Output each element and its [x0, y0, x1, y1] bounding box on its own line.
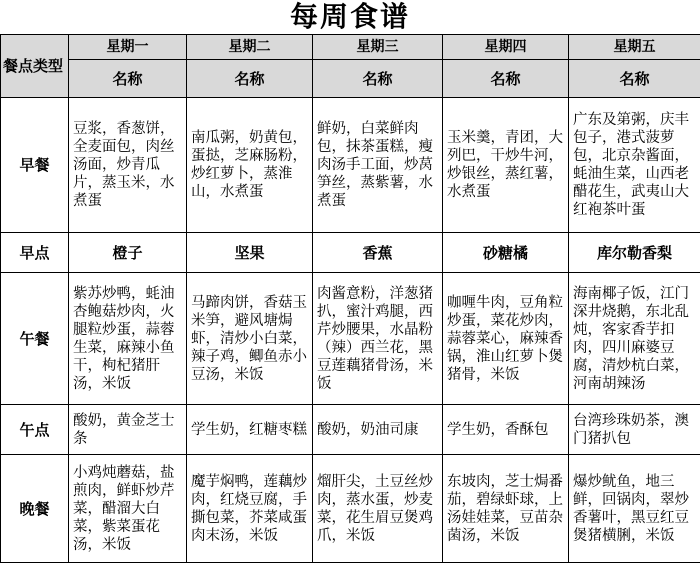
menu-cell: 紫苏炒鸭，蚝油杏鲍菇炒肉，火腿粒炒蛋，蒜蓉生菜，麻辣小鱼干，枸杞猪肝汤，米饭 — [69, 273, 187, 405]
menu-cell: 海南椰子饭，江门深井烧鹅，东北乱炖，客家香芋扣肉，四川麻婆豆腐，清炒杭白菜，河南胡辣汤 — [569, 273, 700, 405]
table-row-lunch — [1, 273, 700, 405]
menu-cell: 马蹄肉饼，香菇玉米笋，避风塘焗虾，清炒小白菜，辣子鸡，鲫鱼赤小豆汤，米饭 — [187, 273, 313, 405]
meal-type-label: 午餐 — [1, 273, 69, 405]
menu-cell: 库尔勒香梨 — [569, 233, 700, 273]
name-header: 名称 — [69, 60, 187, 98]
name-header: 名称 — [313, 60, 443, 98]
meal-type-header: 餐点类型 — [1, 35, 69, 98]
menu-cell: 酸奶，奶油司康 — [313, 405, 443, 455]
name-header: 名称 — [187, 60, 313, 98]
meal-type-label: 早餐 — [1, 98, 69, 233]
menu-cell: 东坡肉，芝士焗番茄，碧绿虾球，上汤娃娃菜，豆苗杂菌汤，米饭 — [443, 455, 569, 563]
menu-cell: 砂糖橘 — [443, 233, 569, 273]
day-header-tue: 星期二 — [187, 35, 313, 60]
weekday-header-row — [1, 35, 700, 60]
table-row-dinner — [1, 455, 700, 563]
menu-cell: 学生奶，香酥包 — [443, 405, 569, 455]
menu-cell: 豆浆，香葱饼，全麦面包，肉丝汤面，炒青瓜片，蒸玉米，水煮蛋 — [69, 98, 187, 233]
menu-cell: 台湾珍珠奶茶，澳门猪扒包 — [569, 405, 700, 455]
day-header-wed: 星期三 — [313, 35, 443, 60]
menu-cell: 爆炒鱿鱼，地三鲜，回锅肉，翠炒香薯叶，黑豆红豆煲猪横脷，米饭 — [569, 455, 700, 563]
menu-cell: 小鸡炖蘑菇，盐煎肉，鲜虾炒芹菜，醋溜大白菜，紫菜蛋花汤，米饭 — [69, 455, 187, 563]
day-header-thu: 星期四 — [443, 35, 569, 60]
menu-cell: 橙子 — [69, 233, 187, 273]
name-header: 名称 — [569, 60, 700, 98]
menu-cell: 香蕉 — [313, 233, 443, 273]
menu-cell: 酸奶，黄金芝士条 — [69, 405, 187, 455]
menu-cell: 鲜奶，白菜鲜肉包，抹茶蛋糕，瘦肉汤手工面，炒莴笋丝，蒸紫薯，水煮蛋 — [313, 98, 443, 233]
menu-cell: 咖喱牛肉，豆角粒炒蛋，菜花炒肉，蒜蓉菜心，麻辣香锅，淮山红萝卜煲猪骨，米饭 — [443, 273, 569, 405]
menu-cell: 熘肝尖，土豆丝炒肉，蒸水蛋，炒麦菜，花生眉豆煲鸡爪，米饭 — [313, 455, 443, 563]
menu-cell: 魔芋焖鸭，莲藕炒肉，红烧豆腐，手撕包菜，芥菜咸蛋肉末汤，米饭 — [187, 455, 313, 563]
menu-cell: 学生奶，红糖枣糕 — [187, 405, 313, 455]
day-header-mon: 星期一 — [69, 35, 187, 60]
menu-cell: 南瓜粥，奶黄包，蛋挞，芝麻肠粉，炒红萝卜，蒸淮山，水煮蛋 — [187, 98, 313, 233]
name-header: 名称 — [443, 60, 569, 98]
table-row-morning-snack — [1, 233, 700, 273]
table-row-breakfast — [1, 98, 700, 233]
menu-table — [0, 34, 700, 563]
meal-type-label: 午点 — [1, 405, 69, 455]
menu-cell: 玉米羹，青团，大列巴，干炒牛河，炒银丝，蒸红薯，水煮蛋 — [443, 98, 569, 233]
page-title: 每周食谱 — [289, 0, 410, 33]
menu-cell: 坚果 — [187, 233, 313, 273]
meal-type-label: 晚餐 — [1, 455, 69, 563]
meal-type-label: 早点 — [1, 233, 69, 273]
menu-cell: 广东及第粥，庆丰包子，港式菠萝包，北京杂酱面，蚝油生菜，山西老醋花生，武夷山大红袍茶叶蛋 — [569, 98, 700, 233]
menu-cell: 肉酱意粉，洋葱猪扒，蜜汁鸡腿，西芹炒腰果，水晶粉（辣）西兰花，黑豆莲藕猪骨汤，米饭 — [313, 273, 443, 405]
name-header-row — [1, 60, 700, 98]
day-header-fri: 星期五 — [569, 35, 700, 60]
table-row-afternoon-snack — [1, 405, 700, 455]
